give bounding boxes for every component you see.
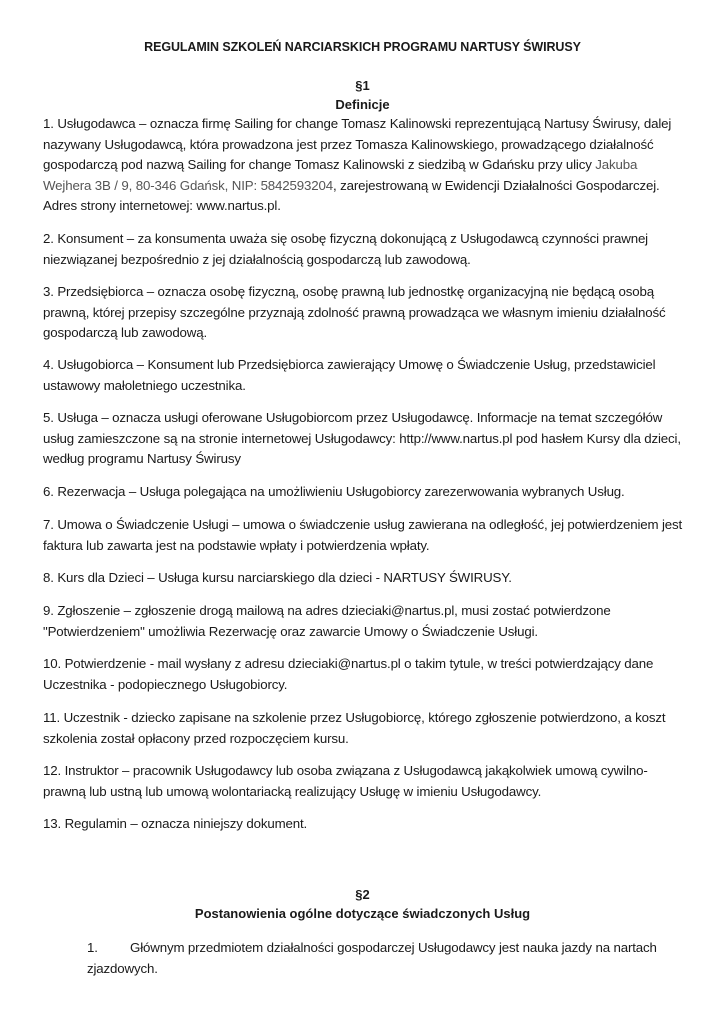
definition-1-text-start: 1. Usługodawca – oznacza firmę Sailing for change Tomasz Kalinowski reprezentującą Nartusy Świrusy, dalej nazywany Usługodawcą, która prowadzona jest przez Tomasza Kalinowskiego, prowadzącego działalność gospodarczą pod nazwą Sailing for change Tomasz Kalinowski z siedzibą w Gdańsku przy ulicy <box>43 116 672 172</box>
definition-1-text-end: , zarejestrowaną w Ewidencji Działalności Gospodarczej. Adres strony internetowej: www.nartus.pl. <box>43 177 660 213</box>
definition-5: 5. Usługa – oznacza usługi oferowane Usługobiorcom przez Usługodawcę. Informacje na temat szczegółów usług zamieszczone są na stronie internetowej Usługodawcy: http://www.nartus.pl pod hasłem Kursy dla dzieci, według programu Nartusy Świrusy <box>43 410 681 466</box>
section-2-item-1 <box>87 938 683 979</box>
section-1-heading: Definicje <box>335 97 390 112</box>
definition-13: 13. Regulamin – oznacza niniejszy dokument. <box>43 816 308 831</box>
definition-10: 10. Potwierdzenie - mail wysłany z adresu dzieciaki@nartus.pl o takim tytule, w treści potwierdzający dane Uczestnika - podopiecznego Usługobiorcy. <box>43 656 654 692</box>
definition-7: 7. Umowa o Świadczenie Usługi – umowa o świadczenie usług zawierana na odległość, jej potwierdzeniem jest faktura lub zawarta jest na podstawie wpłaty i potwierdzenia wpłaty. <box>43 517 683 553</box>
definition-3: 3. Przedsiębiorca – oznacza osobę fizyczną, osobę prawną lub jednostkę organizacyjną nie będącą osobą prawną, której przepisy szczególne przyznają zdolność prawną prowadząca we własnym imieniu działalność gospodarczą lub zawodową. <box>43 284 666 340</box>
definition-8: 8. Kurs dla Dzieci – Usługa kursu narciarskiego dla dzieci - NARTUSY ŚWIRUSY. <box>43 570 512 585</box>
definition-6: 6. Rezerwacja – Usługa polegająca na umożliwieniu Usługobiorcy zarezerwowania wybranych Usług. <box>43 484 625 499</box>
section-1-number: §1 <box>355 78 370 93</box>
definition-11: 11. Uczestnik - dziecko zapisane na szkolenie przez Usługobiorcę, którego zgłoszenie potwierdzono, a koszt szkolenia został opłacony przed rozpoczęciem kursu. <box>43 710 666 746</box>
definition-1 <box>43 114 683 217</box>
document-title: REGULAMIN SZKOLEŃ NARCIARSKICH PROGRAMU NARTUSY ŚWIRUSY <box>144 40 581 54</box>
list-item-text: Głównym przedmiotem działalności gospodarczej Usługodawcy jest nauka jazdy na nartach zjazdowych. <box>87 940 657 976</box>
list-number: 1. <box>87 940 98 955</box>
definition-4: 4. Usługobiorca – Konsument lub Przedsiębiorca zawierający Umowę o Świadczenie Usług, przedstawiciel ustawowy małoletniego uczestnika. <box>43 357 656 393</box>
definition-2: 2. Konsument – za konsumenta uważa się osobę fizyczną dokonującą z Usługodawcą czynności prawnej niezwiązanej bezpośrednio z jej działalnością gospodarczą lub zawodową. <box>43 231 648 267</box>
section-2-heading: Postanowienia ogólne dotyczące świadczonych Usług <box>194 906 531 921</box>
definition-9: 9. Zgłoszenie – zgłoszenie drogą mailową na adres dzieciaki@nartus.pl, musi zostać potwierdzone "Potwierdzeniem" umożliwia Rezerwację oraz zawarcie Umowy o Świadczenie Usługi. <box>43 603 611 639</box>
section-2-number: §2 <box>355 887 370 902</box>
definition-12: 12. Instruktor – pracownik Usługodawcy lub osoba związana z Usługodawcą jakąkolwiek umową cywilno-prawną lub ustną lub umową wolontariacką realizujący Usługę w imieniu Usługodawcy. <box>43 763 648 799</box>
definition-1-address: Jakuba Wejhera 3B / 9, 80-346 Gdańsk, NIP: 5842593204 <box>43 157 638 193</box>
